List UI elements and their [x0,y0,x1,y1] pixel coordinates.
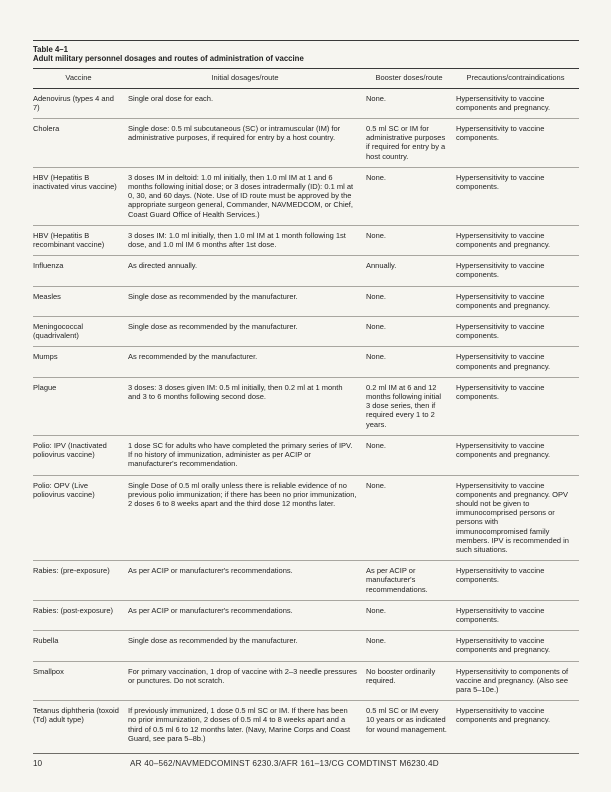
table-row [33,600,579,630]
table-row [33,475,579,561]
cell-precautions: Hypersensitivity to vaccine components. [456,256,579,286]
cell-initial-dosage: 3 doses: 3 doses given IM: 0.5 ml initially, then 0.2 ml at 1 month and 3 to 6 months following second dose. [128,377,366,435]
cell-booster: None. [366,600,456,630]
cell-vaccine: Polio: OPV (Live poliovirus vaccine) [33,475,128,561]
col-header-initial-dosage: Initial dosages/route [128,68,366,88]
cell-precautions: Hypersensitivity to vaccine components and pregnancy. [456,93,551,112]
page-number: 10 [33,759,43,768]
cell-booster: Annually. [366,256,456,286]
table-row [33,317,579,347]
table-row [33,88,579,118]
cell-vaccine: Adenovirus (types 4 and 7) [33,93,114,112]
cell-initial-dosage: Single dose as recommended by the manufacturer. [128,317,366,347]
cell-booster: 0.5 ml SC or IM every 10 years or as indicated for wound management. [366,701,456,749]
cell-vaccine: Tetanus diphtheria (toxoid (Td) adult type) [33,701,128,749]
cell-initial-dosage: If previously immunized, 1 dose 0.5 ml SC or IM. If there has been no prior immunization, 2 doses of 0.5 ml 4 to 8 weeks apart and a third of 0.5 ml 6 to 12 months later. (Navy, Marine Corps and Coast Guard, see para 5–8b.) [128,701,366,749]
cell-booster: None. [366,317,456,347]
cell-initial-dosage: As per ACIP or manufacturer's recommendations. [128,561,366,601]
vaccine-table-header [33,68,579,88]
cell-booster: As per ACIP or manufacturer's recommendations. [366,561,456,601]
cell-vaccine: Rabies: (pre-exposure) [33,561,128,601]
cell-initial-dosage: Single dose as recommended by the manufacturer. [128,286,366,316]
table-row [33,347,579,377]
cell-initial-dosage: As per ACIP or manufacturer's recommendations. [128,600,366,630]
cell-precautions: Hypersensitivity to vaccine components. [456,119,579,168]
cell-initial-dosage: As directed annually. [128,256,366,286]
cell-precautions: Hypersensitivity to vaccine components and pregnancy. [456,631,579,661]
cell-initial-dosage: 3 doses IM in deltoid: 1.0 ml initially, then 1.0 ml IM at 1 and 6 months following initial dose; or 3 doses intradermally (ID): 0.1 ml at 0, 30, and 60 days. (Note. Use of ID route must be approved by the appropriate surgeon general, Commander, NAVMEDCOM, or Chief, Coast Guard Office of Health Services.) [128,167,366,225]
footer-rule [33,753,579,754]
cell-booster: None. [366,475,456,561]
cell-precautions: Hypersensitivity to vaccine components. [456,167,579,225]
table-row [33,286,579,316]
cell-booster: None. [366,93,387,103]
cell-vaccine: HBV (Hepatitis B recombinant vaccine) [33,225,128,255]
cell-vaccine: Smallpox [33,661,128,701]
page-content [33,40,579,749]
cell-precautions: Hypersensitivity to vaccine components. [456,377,579,435]
cell-precautions: Hypersensitivity to vaccine components and pregnancy. [456,347,579,377]
table-row [33,377,579,435]
cell-precautions: Hypersensitivity to vaccine components and pregnancy. [456,701,579,749]
cell-booster: 0.5 ml SC or IM for administrative purposes if required for entry by a host country. [366,119,456,168]
cell-precautions: Hypersensitivity to components of vaccine and pregnancy. (Also see para 5–10e.) [456,661,579,701]
table-row [33,701,579,749]
cell-vaccine: Plague [33,377,128,435]
cell-initial-dosage: For primary vaccination, 1 drop of vaccine with 2–3 needle pressures or punctures. Do not scratch. [128,661,366,701]
cell-precautions: Hypersensitivity to vaccine components. [456,561,579,601]
table-title: Adult military personnel dosages and routes of administration of vaccine [33,54,304,64]
cell-precautions: Hypersensitivity to vaccine components and pregnancy. [456,435,579,475]
cell-vaccine: Influenza [33,256,128,286]
cell-vaccine: Rubella [33,631,128,661]
cell-vaccine: Measles [33,286,128,316]
table-row [33,225,579,255]
cell-vaccine: Meningococcal (quadrivalent) [33,317,128,347]
table-row [33,661,579,701]
cell-vaccine: Rabies: (post-exposure) [33,600,128,630]
cell-initial-dosage: 1 dose SC for adults who have completed the primary series of IPV. If no history of immunization, administer as per ACIP or manufacturer's recommendation. [128,435,366,475]
table-row [33,119,579,168]
vaccine-table [33,68,579,749]
cell-vaccine: Mumps [33,347,128,377]
table-row [33,561,579,601]
cell-booster: None. [366,435,456,475]
cell-precautions: Hypersensitivity to vaccine components and pregnancy. [456,286,579,316]
cell-precautions: Hypersensitivity to vaccine components and pregnancy. [456,225,579,255]
col-header-vaccine: Vaccine [33,68,128,88]
table-row [33,256,579,286]
cell-initial-dosage: Single dose as recommended by the manufacturer. [128,631,366,661]
col-header-booster: Booster doses/route [366,68,456,88]
cell-initial-dosage: Single oral dose for each. [128,93,214,103]
cell-vaccine: Polio: IPV (Inactivated poliovirus vaccine) [33,435,128,475]
cell-booster: None. [366,631,456,661]
table-row [33,631,579,661]
cell-precautions: Hypersensitivity to vaccine components. [456,600,579,630]
table-row [33,167,579,225]
cell-initial-dosage: 3 doses IM: 1.0 ml initially, then 1.0 ml IM at 1 month following 1st dose, and 1.0 ml IM 6 months after 1st dose. [128,225,366,255]
col-header-precautions: Precautions/contraindications [456,68,579,88]
cell-booster: No booster ordinarily required. [366,661,456,701]
cell-initial-dosage: Single Dose of 0.5 ml orally unless there is reliable evidence of no previous polio immunization; if there has been no prior immunization, 2 doses 6 to 8 weeks apart and the third dose 12 months later. [128,475,366,561]
cell-initial-dosage: As recommended by the manufacturer. [128,347,366,377]
cell-precautions: Hypersensitivity to vaccine components and pregnancy. OPV should not be given to immunocomprised persons or persons with immunocompromised family members. IPV is recommended in such situations. [456,475,579,561]
cell-vaccine: Cholera [33,119,128,168]
footer-citation: AR 40–562/NAVMEDCOMINST 6230.3/AFR 161–13/CG COMDTINST M6230.4D [130,759,439,768]
cell-booster: 0.2 ml IM at 6 and 12 months following initial 3 dose series, then if required every 1 to 2 years. [366,377,456,435]
cell-booster: None. [366,225,456,255]
cell-initial-dosage: Single dose: 0.5 ml subcutaneous (SC) or intramuscular (IM) for administrative purposes, if required for entry by a host country. [128,119,366,168]
cell-vaccine: HBV (Hepatitis B inactivated virus vaccine) [33,167,128,225]
page-footer [33,759,579,768]
vaccine-table-body [33,88,579,749]
header-row [33,68,579,88]
cell-booster: None. [366,347,456,377]
cell-precautions: Hypersensitivity to vaccine components. [456,317,579,347]
cell-booster: None. [366,286,456,316]
table-row [33,435,579,475]
table-label: Table 4–1 [33,45,68,54]
cell-booster: None. [366,167,456,225]
